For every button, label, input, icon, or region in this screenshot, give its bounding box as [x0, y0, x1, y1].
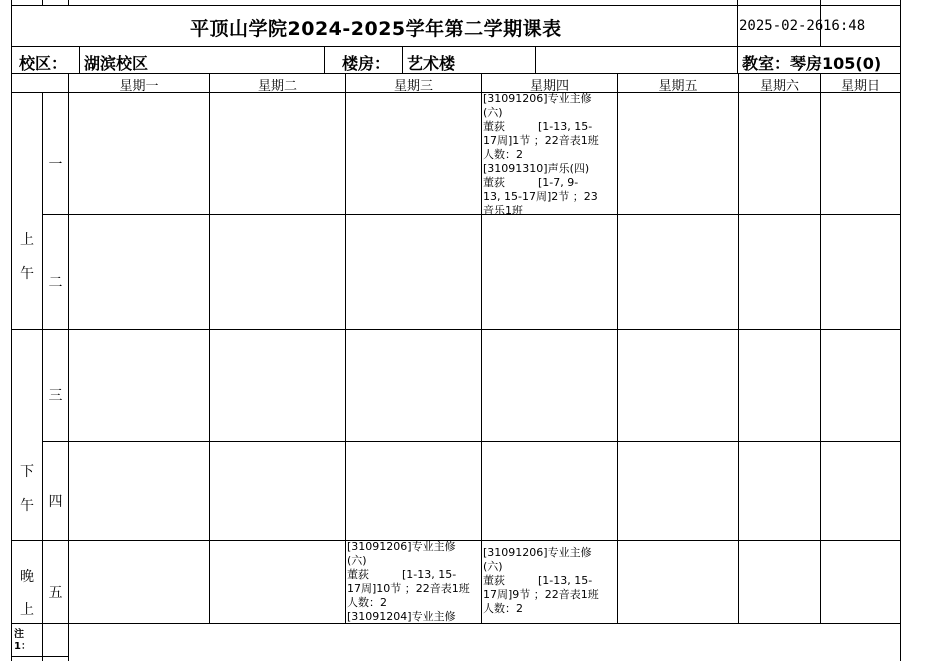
grid-line — [42, 92, 43, 661]
period-number: 四 — [48, 494, 63, 510]
day-header: 星期日 — [840, 79, 880, 94]
day-header: 星期五 — [658, 79, 698, 94]
course-cell-wed-p5[interactable] — [346, 540, 481, 623]
course-teacher-weeks: 董荻 [1-13, 15- — [483, 120, 593, 133]
print-time: 16:48 — [823, 18, 866, 34]
course-line: 17周]1节 ；22音表1班 — [483, 134, 599, 147]
session-afternoon-char: 下 — [20, 464, 34, 480]
period-number: 一 — [48, 157, 63, 173]
course-line: 人数：2 — [347, 596, 387, 609]
course-code-name: [31091206]专业主修 — [483, 92, 592, 105]
period-number: 五 — [48, 585, 63, 601]
session-morning-char: 上 — [20, 232, 34, 248]
course-teacher-weeks: 董荻 [1-13, 15- — [483, 574, 593, 587]
grid-line — [402, 46, 403, 73]
grid-line — [617, 73, 618, 623]
course-code-name: [31091206]专业主修 — [483, 546, 592, 559]
course-line: (六) — [483, 560, 503, 573]
building-value: 艺术楼 — [407, 54, 456, 73]
course-teacher-weeks: 董荻 [1-13, 15- — [347, 568, 457, 581]
course-line: (六) — [483, 106, 503, 119]
course-code-name: [31091206]专业主修 — [347, 540, 456, 553]
grid-line — [42, 0, 43, 5]
grid-line — [42, 441, 901, 442]
session-evening-char: 上 — [20, 602, 34, 618]
course-entry — [483, 92, 616, 162]
course-cell-thu-p1[interactable] — [482, 92, 617, 214]
course-line: 13, 15-17周]2节 ；23 — [483, 190, 598, 203]
print-date: 2025-02-26 — [739, 18, 824, 34]
campus-value: 湖滨校区 — [84, 54, 149, 73]
day-header: 星期二 — [257, 79, 297, 94]
day-header: 星期四 — [529, 79, 569, 94]
course-cell-thu-p5[interactable] — [482, 546, 617, 623]
room-label: 教室：琴房105(0) — [742, 54, 882, 73]
course-entry — [483, 162, 616, 214]
grid-line — [738, 73, 739, 623]
session-morning-char: 午 — [20, 266, 34, 282]
course-entry — [347, 610, 480, 623]
grid-line — [11, 46, 901, 47]
day-header: 星期一 — [119, 79, 159, 94]
campus-label: 校区： — [19, 54, 68, 73]
day-header: 星期六 — [759, 79, 799, 94]
course-entry — [483, 546, 616, 616]
grid-line — [900, 0, 901, 661]
page-title: 平顶山学院2024-2025学年第二学期课表 — [190, 18, 562, 40]
course-line: 音乐1班 — [483, 204, 523, 214]
grid-line — [535, 46, 536, 73]
grid-line — [11, 0, 12, 661]
course-code-name: [31091310]声乐(四) — [483, 162, 590, 175]
period-number: 二 — [48, 275, 63, 291]
grid-line — [68, 73, 69, 661]
course-line: (六) — [347, 554, 367, 567]
course-line: 人数：2 — [483, 602, 523, 615]
day-header: 星期三 — [393, 79, 433, 94]
note-label-line: 1： — [14, 641, 31, 652]
grid-line — [209, 73, 210, 623]
grid-line — [79, 46, 80, 73]
building-label: 楼房： — [342, 54, 391, 73]
grid-line — [11, 656, 69, 657]
session-afternoon-char: 午 — [20, 498, 34, 514]
note-label-line: 注 — [14, 629, 24, 640]
course-entry — [347, 540, 480, 610]
grid-line — [11, 623, 901, 624]
grid-line — [11, 329, 901, 330]
session-evening-char: 晚 — [20, 569, 34, 585]
note-label — [14, 629, 31, 653]
grid-line — [737, 0, 738, 73]
course-line: 人数：2 — [483, 148, 523, 161]
course-teacher-weeks: 董荻 [1-7, 9- — [483, 176, 579, 189]
course-line: 17周]10节 ；22音表1班 — [347, 582, 470, 595]
period-number: 三 — [48, 388, 63, 404]
grid-line — [42, 214, 901, 215]
grid-line — [68, 0, 69, 5]
grid-line — [324, 46, 325, 73]
grid-line — [11, 5, 901, 6]
grid-line — [820, 73, 821, 623]
course-line: 17周]9节 ；22音表1班 — [483, 588, 599, 601]
course-code-name: [31091204]专业主修 — [347, 610, 456, 623]
